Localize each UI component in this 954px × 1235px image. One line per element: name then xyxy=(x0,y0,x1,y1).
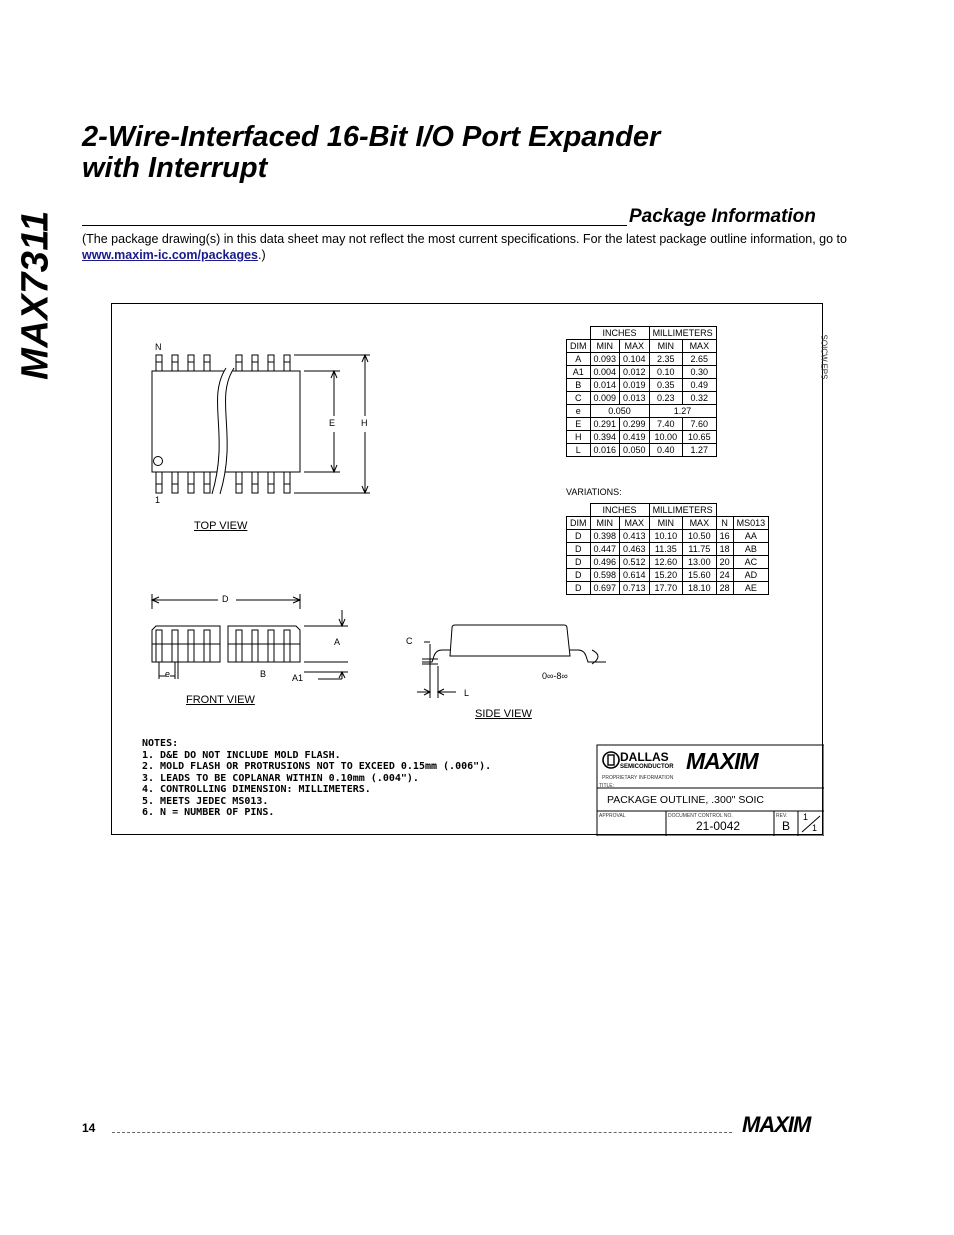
table-cell: 11.75 xyxy=(683,543,717,556)
side-view-lead-right xyxy=(570,650,598,662)
table-cell: 10.50 xyxy=(683,530,717,543)
note-line: 3. LEADS TO BE COPLANAR WITHIN 0.10mm (.004"). xyxy=(142,772,419,784)
column-header: MAX xyxy=(683,517,717,530)
dimension-row xyxy=(567,366,717,379)
table-cell: 0.32 xyxy=(683,392,717,405)
table-cell: 0.40 xyxy=(649,444,683,457)
dimension-row xyxy=(567,392,717,405)
label-e-dim: E xyxy=(329,418,336,428)
footer-rule xyxy=(112,1132,732,1133)
section-title: Package Information xyxy=(629,206,816,227)
group-header: INCHES xyxy=(590,504,649,517)
table-cell: C xyxy=(567,392,591,405)
variation-row xyxy=(567,569,769,582)
variation-row xyxy=(567,556,769,569)
table-cell: 0.016 xyxy=(590,444,620,457)
table-cell: 0.598 xyxy=(590,569,620,582)
page-number: 14 xyxy=(82,1121,96,1135)
table-cell: D xyxy=(567,582,591,595)
dallas-semiconductor: SEMICONDUCTOR xyxy=(620,764,674,770)
dimension-row xyxy=(567,418,717,431)
label-l-dim: L xyxy=(464,688,470,698)
variation-row xyxy=(567,543,769,556)
group-header-row xyxy=(567,504,769,517)
table-cell: 0.013 xyxy=(620,392,650,405)
table-cell: 0.413 xyxy=(620,530,650,543)
label-b-dim: B xyxy=(260,669,267,679)
dallas-name: DALLAS xyxy=(620,750,669,764)
side-view-lead-left xyxy=(422,650,450,662)
table-cell: 0.398 xyxy=(590,530,620,543)
label-d-dim: D xyxy=(222,594,229,604)
table-cell: 15.20 xyxy=(649,569,683,582)
table-cell: A1 xyxy=(567,366,591,379)
rev-label: REV. xyxy=(776,813,788,819)
note-line: 2. MOLD FLASH OR PROTRUSIONS NOT TO EXCEED 0.15mm (.006"). xyxy=(142,761,492,772)
dimension-row xyxy=(567,405,717,418)
note-line: 1. D&E DO NOT INCLUDE MOLD FLASH. xyxy=(142,749,341,761)
table-cell: 0.49 xyxy=(683,379,717,392)
document-title xyxy=(82,122,842,184)
side-view-label: SIDE VIEW xyxy=(475,708,532,720)
label-e-pitch: e xyxy=(165,669,171,679)
top-view-leads-top xyxy=(156,355,290,371)
table-cell: 18 xyxy=(716,543,733,556)
dimension-row xyxy=(567,444,717,457)
table-cell: A xyxy=(567,353,591,366)
table-cell: 11.35 xyxy=(649,543,683,556)
label-a1-dim: A1 xyxy=(292,673,304,683)
front-view-label: FRONT VIEW xyxy=(186,694,255,706)
table-cell: 2.35 xyxy=(649,353,683,366)
table-cell: AE xyxy=(733,582,769,595)
label-pin-n: N xyxy=(155,342,162,352)
column-header: DIM xyxy=(567,517,591,530)
eps-filename: SOICW.EPS xyxy=(819,334,829,380)
dimension-table xyxy=(566,326,717,457)
label-h-dim: H xyxy=(361,418,368,428)
document-title-line-2: with Interrupt xyxy=(82,152,268,184)
table-cell: 0.004 xyxy=(590,366,620,379)
table-cell: 16 xyxy=(716,530,733,543)
table-cell: D xyxy=(567,569,591,582)
table-cell: 13.00 xyxy=(683,556,717,569)
table-cell: 24 xyxy=(716,569,733,582)
notes xyxy=(142,738,491,819)
table-cell: 0.394 xyxy=(590,431,620,444)
maxim-logo: MAXIM xyxy=(686,748,758,774)
table-cell: 0.10 xyxy=(649,366,683,379)
variations-table xyxy=(566,503,769,595)
intro-tail: .) xyxy=(258,248,266,262)
table-cell: 18.10 xyxy=(683,582,717,595)
table-cell: 0.050 xyxy=(620,444,650,457)
dallas-logo-icon xyxy=(602,751,622,771)
document-title-line-1: 2-Wire-Interfaced 16-Bit I/O Port Expander xyxy=(82,121,661,153)
table-cell: E xyxy=(567,418,591,431)
table-cell: 0.104 xyxy=(620,353,650,366)
column-header: MS013 xyxy=(733,517,769,530)
table-cell: B xyxy=(567,379,591,392)
note-line: NOTES: xyxy=(142,738,179,749)
table-cell: 0.697 xyxy=(590,582,620,595)
table-cell: 1.27 xyxy=(649,405,716,418)
table-cell: 2.65 xyxy=(683,353,717,366)
table-cell: H xyxy=(567,431,591,444)
table-cell: 0.447 xyxy=(590,543,620,556)
column-header: MAX xyxy=(620,340,650,353)
label-pin-1: 1 xyxy=(155,495,161,505)
table-cell: 0.019 xyxy=(620,379,650,392)
table-cell: 1.27 xyxy=(683,444,717,457)
dimension-row xyxy=(567,379,717,392)
table-cell: 7.40 xyxy=(649,418,683,431)
note-line: 4. CONTROLLING DIMENSION: MILLIMETERS. xyxy=(142,784,371,795)
footer-maxim-logo: MAXIM xyxy=(742,1112,811,1137)
section-rule xyxy=(82,225,627,226)
note-line: 5. MEETS JEDEC MS013. xyxy=(142,795,269,807)
table-cell: 0.23 xyxy=(649,392,683,405)
column-header-row xyxy=(567,517,769,530)
table-cell: 0.009 xyxy=(590,392,620,405)
front-view-leads xyxy=(156,630,290,662)
table-cell: L xyxy=(567,444,591,457)
packages-link[interactable]: www.maxim-ic.com/packages xyxy=(82,248,259,262)
table-cell: 0.30 xyxy=(683,366,717,379)
table-cell: 20 xyxy=(716,556,733,569)
table-cell: 7.60 xyxy=(683,418,717,431)
table-cell: 0.713 xyxy=(620,582,650,595)
table-cell: 0.299 xyxy=(620,418,650,431)
column-header: MIN xyxy=(649,340,683,353)
table-cell: 28 xyxy=(716,582,733,595)
group-header: MILLIMETERS xyxy=(649,504,716,517)
table-cell: AA xyxy=(733,530,769,543)
table-cell: 0.35 xyxy=(649,379,683,392)
table-cell: 0.291 xyxy=(590,418,620,431)
table-cell: 0.050 xyxy=(590,405,649,418)
note-line: 6. N = NUMBER OF PINS. xyxy=(142,807,275,818)
top-view-label: TOP VIEW xyxy=(194,520,248,532)
column-header: MAX xyxy=(620,517,650,530)
proprietary-label: PROPRIETARY INFORMATION xyxy=(602,775,674,781)
column-header: DIM xyxy=(567,340,591,353)
package-drawing xyxy=(111,303,829,835)
variation-row xyxy=(567,582,769,595)
document-number: 21-0042 xyxy=(696,819,741,833)
table-cell: D xyxy=(567,556,591,569)
label-a-dim: A xyxy=(334,637,341,647)
table-cell: 0.093 xyxy=(590,353,620,366)
variation-row xyxy=(567,530,769,543)
table-cell: 15.60 xyxy=(683,569,717,582)
table-cell: 0.463 xyxy=(620,543,650,556)
group-header-row xyxy=(567,327,717,340)
variations-label: VARIATIONS: xyxy=(566,487,622,497)
sheet-number: 1 xyxy=(803,812,809,822)
table-cell: AD xyxy=(733,569,769,582)
column-header: MAX xyxy=(683,340,717,353)
doc-control-label: DOCUMENT CONTROL NO. xyxy=(668,813,733,819)
table-cell: D xyxy=(567,543,591,556)
intro-text: (The package drawing(s) in this data sheet may not reflect the most current specifications. For the latest package outline information, go to xyxy=(82,232,847,246)
column-header: MIN xyxy=(649,517,683,530)
side-view-body xyxy=(450,625,570,656)
column-header: MIN xyxy=(590,517,620,530)
dimension-row xyxy=(567,431,717,444)
table-cell: e xyxy=(567,405,591,418)
table-cell: 10.00 xyxy=(649,431,683,444)
side-part-number: MAX7311 xyxy=(14,210,57,380)
pin1-marker xyxy=(154,457,163,466)
package-title: PACKAGE OUTLINE, .300" SOIC xyxy=(607,794,764,806)
table-cell: AC xyxy=(733,556,769,569)
table-cell: 17.70 xyxy=(649,582,683,595)
sheet-total: 1 xyxy=(812,823,818,833)
column-header-row xyxy=(567,340,717,353)
table-cell: AB xyxy=(733,543,769,556)
group-header: MILLIMETERS xyxy=(649,327,716,340)
title-label: TITLE: xyxy=(599,783,615,789)
label-c-dim: C xyxy=(406,636,413,646)
table-cell: 0.014 xyxy=(590,379,620,392)
table-cell: 10.10 xyxy=(649,530,683,543)
approval-label: APPROVAL xyxy=(599,813,626,819)
dimension-row xyxy=(567,353,717,366)
table-cell: D xyxy=(567,530,591,543)
table-cell: 0.419 xyxy=(620,431,650,444)
table-cell: 0.496 xyxy=(590,556,620,569)
label-angle: 0∞-8∞ xyxy=(542,671,568,681)
table-cell: 10.65 xyxy=(683,431,717,444)
intro-paragraph xyxy=(82,231,862,263)
group-header: INCHES xyxy=(590,327,649,340)
table-cell: 0.614 xyxy=(620,569,650,582)
table-cell: 0.512 xyxy=(620,556,650,569)
column-header: N xyxy=(716,517,733,530)
table-cell: 0.012 xyxy=(620,366,650,379)
column-header: MIN xyxy=(590,340,620,353)
revision: B xyxy=(782,819,791,833)
table-cell: 12.60 xyxy=(649,556,683,569)
